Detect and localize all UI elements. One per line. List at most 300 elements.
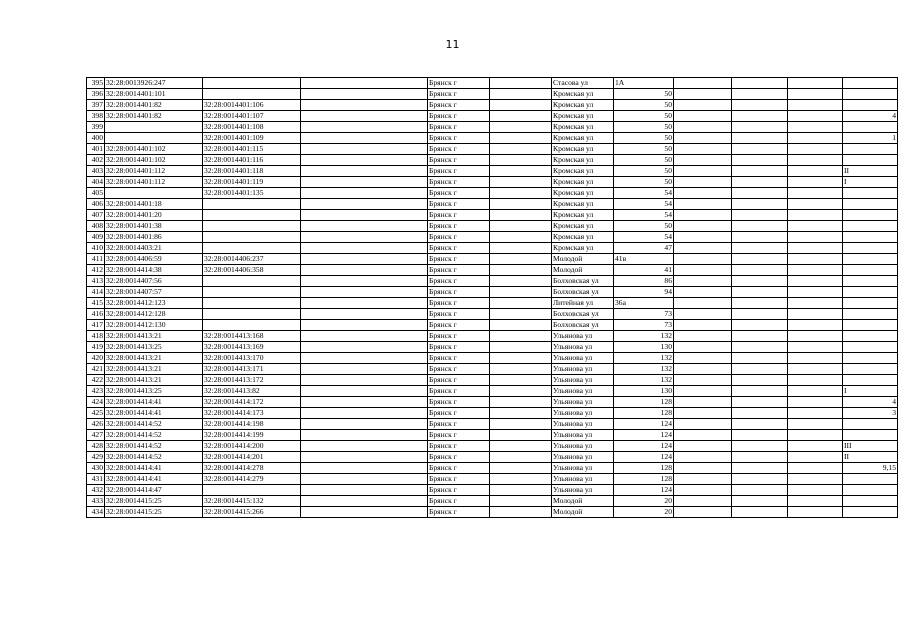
empty-cell <box>788 397 843 408</box>
city-cell: Брянск г <box>428 254 490 265</box>
street-cell: Кромская ул <box>552 133 614 144</box>
house-number-cell: 86 <box>614 276 674 287</box>
empty-cell <box>732 309 788 320</box>
street-cell: Болховская ул <box>552 309 614 320</box>
table-row <box>87 507 898 518</box>
cadastral-number: 32:28:0014401:101 <box>105 89 203 100</box>
cadastral-number: 32:28:0014403:21 <box>105 243 203 254</box>
cadastral-number-premise <box>203 287 301 298</box>
empty-cell <box>674 309 732 320</box>
street-cell: Кромская ул <box>552 221 614 232</box>
cadastral-number-premise <box>203 210 301 221</box>
apartment-cell <box>843 430 898 441</box>
table-row <box>87 485 898 496</box>
empty-cell <box>788 419 843 430</box>
empty-cell <box>732 342 788 353</box>
row-number: 430 <box>87 463 105 474</box>
row-number: 399 <box>87 122 105 133</box>
apartment-cell <box>843 100 898 111</box>
street-cell: Кромская ул <box>552 144 614 155</box>
empty-cell <box>490 507 552 518</box>
house-number-cell: 128 <box>614 397 674 408</box>
empty-cell <box>674 375 732 386</box>
table-row <box>87 276 898 287</box>
cadastral-number-premise: 32:28:0014401:109 <box>203 133 301 144</box>
cadastral-number: 32:28:0014412:123 <box>105 298 203 309</box>
empty-cell <box>788 89 843 100</box>
empty-cell <box>490 254 552 265</box>
apartment-cell <box>843 287 898 298</box>
row-number: 428 <box>87 441 105 452</box>
city-cell: Брянск г <box>428 155 490 166</box>
house-number-cell: 50 <box>614 100 674 111</box>
table-row <box>87 144 898 155</box>
city-cell: Брянск г <box>428 210 490 221</box>
cadastral-number-premise: 32:28:0014401:116 <box>203 155 301 166</box>
city-cell: Брянск г <box>428 463 490 474</box>
street-cell: Болховская ул <box>552 276 614 287</box>
house-number-cell: 54 <box>614 199 674 210</box>
empty-cell <box>732 254 788 265</box>
apartment-cell <box>843 232 898 243</box>
cadastral-number-premise: 32:28:0014406:237 <box>203 254 301 265</box>
house-number-cell: 124 <box>614 452 674 463</box>
empty-cell <box>674 221 732 232</box>
cadastral-number: 32:28:0014413:25 <box>105 342 203 353</box>
row-number: 429 <box>87 452 105 463</box>
house-number-cell: 124 <box>614 430 674 441</box>
city-cell: Брянск г <box>428 342 490 353</box>
street-cell: Ульянова ул <box>552 452 614 463</box>
street-cell: Кромская ул <box>552 232 614 243</box>
row-number: 411 <box>87 254 105 265</box>
empty-cell <box>732 463 788 474</box>
empty-cell <box>301 364 428 375</box>
street-cell: Молодой <box>552 496 614 507</box>
table-row <box>87 441 898 452</box>
apartment-cell: 1 <box>843 133 898 144</box>
cadastral-number-premise: 32:28:0014413:169 <box>203 342 301 353</box>
row-number: 398 <box>87 111 105 122</box>
empty-cell <box>490 155 552 166</box>
house-number-cell: 128 <box>614 463 674 474</box>
empty-cell <box>788 485 843 496</box>
empty-cell <box>301 309 428 320</box>
cadastral-number: 32:28:0014415:25 <box>105 507 203 518</box>
empty-cell <box>788 166 843 177</box>
empty-cell <box>788 408 843 419</box>
city-cell: Брянск г <box>428 199 490 210</box>
house-number-cell: 128 <box>614 474 674 485</box>
empty-cell <box>301 265 428 276</box>
house-number-cell: 130 <box>614 342 674 353</box>
house-number-cell: 47 <box>614 243 674 254</box>
house-number-cell: 50 <box>614 111 674 122</box>
empty-cell <box>674 364 732 375</box>
row-number: 414 <box>87 287 105 298</box>
empty-cell <box>674 111 732 122</box>
empty-cell <box>788 221 843 232</box>
table-row <box>87 419 898 430</box>
cadastral-number: 32:28:0014413:21 <box>105 331 203 342</box>
empty-cell <box>674 166 732 177</box>
cadastral-number-premise <box>203 78 301 89</box>
apartment-cell: II <box>843 166 898 177</box>
row-number: 403 <box>87 166 105 177</box>
table-row <box>87 111 898 122</box>
empty-cell <box>490 78 552 89</box>
city-cell: Брянск г <box>428 265 490 276</box>
empty-cell <box>788 342 843 353</box>
row-number: 431 <box>87 474 105 485</box>
empty-cell <box>301 419 428 430</box>
house-number-cell: 20 <box>614 496 674 507</box>
empty-cell <box>301 485 428 496</box>
empty-cell <box>674 100 732 111</box>
cadastral-number: 32:28:0014414:41 <box>105 397 203 408</box>
empty-cell <box>732 188 788 199</box>
cadastral-number: 32:28:0014413:21 <box>105 375 203 386</box>
cadastral-number-premise <box>203 221 301 232</box>
row-number: 422 <box>87 375 105 386</box>
empty-cell <box>788 309 843 320</box>
row-number: 402 <box>87 155 105 166</box>
house-number-cell: 124 <box>614 419 674 430</box>
apartment-cell <box>843 210 898 221</box>
empty-cell <box>674 232 732 243</box>
apartment-cell <box>843 331 898 342</box>
empty-cell <box>732 122 788 133</box>
row-number: 412 <box>87 265 105 276</box>
empty-cell <box>490 89 552 100</box>
empty-cell <box>674 144 732 155</box>
empty-cell <box>301 287 428 298</box>
empty-cell <box>732 364 788 375</box>
house-number-cell: 132 <box>614 375 674 386</box>
table-row <box>87 122 898 133</box>
cadastral-number: 32:28:0014401:102 <box>105 155 203 166</box>
table-row <box>87 177 898 188</box>
cadastral-number: 32:28:0014401:86 <box>105 232 203 243</box>
street-cell: Кромская ул <box>552 100 614 111</box>
cadastral-number: 32:28:0014414:41 <box>105 474 203 485</box>
row-number: 404 <box>87 177 105 188</box>
empty-cell <box>732 408 788 419</box>
row-number: 417 <box>87 320 105 331</box>
empty-cell <box>301 375 428 386</box>
empty-cell <box>490 177 552 188</box>
cadastral-number-premise <box>203 320 301 331</box>
cadastral-number: 32:28:0014414:52 <box>105 430 203 441</box>
empty-cell <box>674 507 732 518</box>
cadastral-number: 32:28:0014414:47 <box>105 485 203 496</box>
row-number: 397 <box>87 100 105 111</box>
city-cell: Брянск г <box>428 232 490 243</box>
apartment-cell <box>843 254 898 265</box>
row-number: 395 <box>87 78 105 89</box>
table-row <box>87 496 898 507</box>
empty-cell <box>490 199 552 210</box>
cadastral-number-premise: 32:28:0014413:172 <box>203 375 301 386</box>
empty-cell <box>788 232 843 243</box>
apartment-cell <box>843 298 898 309</box>
cadastral-number-premise <box>203 89 301 100</box>
row-number: 420 <box>87 353 105 364</box>
city-cell: Брянск г <box>428 111 490 122</box>
empty-cell <box>732 397 788 408</box>
empty-cell <box>301 166 428 177</box>
empty-cell <box>674 122 732 133</box>
empty-cell <box>490 144 552 155</box>
empty-cell <box>732 485 788 496</box>
house-number-cell: 124 <box>614 441 674 452</box>
apartment-cell <box>843 243 898 254</box>
table-row <box>87 210 898 221</box>
empty-cell <box>674 441 732 452</box>
empty-cell <box>788 496 843 507</box>
house-number-cell: 132 <box>614 331 674 342</box>
cadastral-number: 32:28:0014414:52 <box>105 452 203 463</box>
empty-cell <box>301 452 428 463</box>
empty-cell <box>490 353 552 364</box>
row-number: 408 <box>87 221 105 232</box>
cadastral-number-premise: 32:28:0014401:108 <box>203 122 301 133</box>
street-cell: Кромская ул <box>552 111 614 122</box>
empty-cell <box>732 452 788 463</box>
empty-cell <box>490 342 552 353</box>
house-number-cell: 50 <box>614 221 674 232</box>
apartment-cell: I <box>843 177 898 188</box>
empty-cell <box>788 199 843 210</box>
street-cell: Болховская ул <box>552 320 614 331</box>
empty-cell <box>732 419 788 430</box>
empty-cell <box>674 298 732 309</box>
cadastral-number: 32:28:0014414:52 <box>105 441 203 452</box>
cadastral-number: 32:28:0014414:41 <box>105 463 203 474</box>
row-number: 415 <box>87 298 105 309</box>
empty-cell <box>490 397 552 408</box>
house-number-cell: 1А <box>614 78 674 89</box>
empty-cell <box>490 320 552 331</box>
empty-cell <box>788 133 843 144</box>
cadastral-number: 32:28:0014414:41 <box>105 408 203 419</box>
table-row <box>87 232 898 243</box>
empty-cell <box>490 331 552 342</box>
cadastral-number: 32:28:0014415:25 <box>105 496 203 507</box>
empty-cell <box>301 111 428 122</box>
empty-cell <box>674 155 732 166</box>
cadastral-number: 32:28:0014401:82 <box>105 111 203 122</box>
row-number: 407 <box>87 210 105 221</box>
city-cell: Брянск г <box>428 276 490 287</box>
city-cell: Брянск г <box>428 320 490 331</box>
empty-cell <box>788 155 843 166</box>
empty-cell <box>788 78 843 89</box>
cadastral-number <box>105 188 203 199</box>
empty-cell <box>301 199 428 210</box>
street-cell: Ульянова ул <box>552 408 614 419</box>
empty-cell <box>490 232 552 243</box>
cadastral-number-premise: 32:28:0014413:168 <box>203 331 301 342</box>
empty-cell <box>301 177 428 188</box>
table-row <box>87 474 898 485</box>
row-number: 410 <box>87 243 105 254</box>
empty-cell <box>490 485 552 496</box>
empty-cell <box>674 78 732 89</box>
empty-cell <box>674 430 732 441</box>
empty-cell <box>301 133 428 144</box>
empty-cell <box>788 144 843 155</box>
table-row <box>87 375 898 386</box>
row-number: 423 <box>87 386 105 397</box>
street-cell: Стасова ул <box>552 78 614 89</box>
cadastral-number-premise <box>203 485 301 496</box>
cadastral-number-premise: 32:28:0014401:107 <box>203 111 301 122</box>
empty-cell <box>732 177 788 188</box>
apartment-cell: III <box>843 441 898 452</box>
apartment-cell: I <box>843 386 898 397</box>
apartment-cell <box>843 353 898 364</box>
apartment-cell <box>843 221 898 232</box>
apartment-cell: 3 <box>843 408 898 419</box>
cadastral-number: 32:28:0014401:18 <box>105 199 203 210</box>
empty-cell <box>674 342 732 353</box>
empty-cell <box>788 507 843 518</box>
table-row <box>87 89 898 100</box>
city-cell: Брянск г <box>428 309 490 320</box>
street-cell: Кромская ул <box>552 166 614 177</box>
cadastral-number-premise: 32:28:0014414:278 <box>203 463 301 474</box>
house-number-cell: 132 <box>614 364 674 375</box>
empty-cell <box>732 496 788 507</box>
city-cell: Брянск г <box>428 177 490 188</box>
empty-cell <box>301 496 428 507</box>
house-number-cell: 50 <box>614 155 674 166</box>
empty-cell <box>732 210 788 221</box>
row-number: 424 <box>87 397 105 408</box>
city-cell: Брянск г <box>428 166 490 177</box>
house-number-cell: 54 <box>614 188 674 199</box>
empty-cell <box>788 353 843 364</box>
cadastral-number-premise <box>203 276 301 287</box>
table-row <box>87 342 898 353</box>
empty-cell <box>788 177 843 188</box>
empty-cell <box>490 287 552 298</box>
empty-cell <box>732 386 788 397</box>
city-cell: Брянск г <box>428 89 490 100</box>
table-row <box>87 100 898 111</box>
empty-cell <box>788 441 843 452</box>
empty-cell <box>788 254 843 265</box>
empty-cell <box>674 353 732 364</box>
street-cell: Кромская ул <box>552 177 614 188</box>
cadastral-number-premise: 32:28:0014401:118 <box>203 166 301 177</box>
empty-cell <box>788 210 843 221</box>
empty-cell <box>788 386 843 397</box>
cadastral-number: 32:28:0014413:25 <box>105 386 203 397</box>
street-cell: Молодой <box>552 254 614 265</box>
city-cell: Брянск г <box>428 188 490 199</box>
empty-cell <box>674 287 732 298</box>
empty-cell <box>301 298 428 309</box>
street-cell: Ульянова ул <box>552 485 614 496</box>
empty-cell <box>490 375 552 386</box>
house-number-cell: 54 <box>614 210 674 221</box>
city-cell: Брянск г <box>428 375 490 386</box>
street-cell: Ульянова ул <box>552 430 614 441</box>
empty-cell <box>732 100 788 111</box>
empty-cell <box>732 243 788 254</box>
cadastral-number: 32:28:0014412:128 <box>105 309 203 320</box>
empty-cell <box>788 122 843 133</box>
apartment-cell: 4 <box>843 397 898 408</box>
empty-cell <box>490 188 552 199</box>
cadastral-number-premise: 32:28:0014414:173 <box>203 408 301 419</box>
street-cell: Кромская ул <box>552 243 614 254</box>
empty-cell <box>490 265 552 276</box>
empty-cell <box>674 419 732 430</box>
cadastral-number-premise: 32:28:0014414:172 <box>203 397 301 408</box>
cadastral-number: 32:28:0014414:52 <box>105 419 203 430</box>
street-cell: Литейная ул <box>552 298 614 309</box>
street-cell: Кромская ул <box>552 89 614 100</box>
table-row <box>87 408 898 419</box>
row-number: 401 <box>87 144 105 155</box>
empty-cell <box>674 199 732 210</box>
row-number: 426 <box>87 419 105 430</box>
street-cell: Кромская ул <box>552 188 614 199</box>
empty-cell <box>788 331 843 342</box>
house-number-cell: 41в <box>614 254 674 265</box>
empty-cell <box>301 397 428 408</box>
table-row <box>87 221 898 232</box>
page-number: 11 <box>445 38 460 51</box>
street-cell: Ульянова ул <box>552 353 614 364</box>
cadastral-number-premise <box>203 232 301 243</box>
empty-cell <box>490 100 552 111</box>
street-cell: Кромская ул <box>552 122 614 133</box>
row-number: 413 <box>87 276 105 287</box>
empty-cell <box>490 408 552 419</box>
table-row <box>87 155 898 166</box>
empty-cell <box>674 177 732 188</box>
house-number-cell: 50 <box>614 122 674 133</box>
city-cell: Брянск г <box>428 485 490 496</box>
empty-cell <box>732 430 788 441</box>
street-cell: Ульянова ул <box>552 397 614 408</box>
empty-cell <box>490 221 552 232</box>
empty-cell <box>674 210 732 221</box>
city-cell: Брянск г <box>428 441 490 452</box>
empty-cell <box>490 122 552 133</box>
empty-cell <box>674 188 732 199</box>
empty-cell <box>732 221 788 232</box>
empty-cell <box>788 430 843 441</box>
city-cell: Брянск г <box>428 243 490 254</box>
house-number-cell: 50 <box>614 133 674 144</box>
apartment-cell <box>843 78 898 89</box>
city-cell: Брянск г <box>428 397 490 408</box>
table-row <box>87 188 898 199</box>
empty-cell <box>674 474 732 485</box>
cadastral-number: 32:28:0013926:247 <box>105 78 203 89</box>
row-number: 425 <box>87 408 105 419</box>
table-row <box>87 133 898 144</box>
table-row <box>87 386 898 397</box>
cadastral-number: 32:28:0014406:59 <box>105 254 203 265</box>
cadastral-number-premise: 32:28:0014415:266 <box>203 507 301 518</box>
registry-table <box>86 77 898 518</box>
